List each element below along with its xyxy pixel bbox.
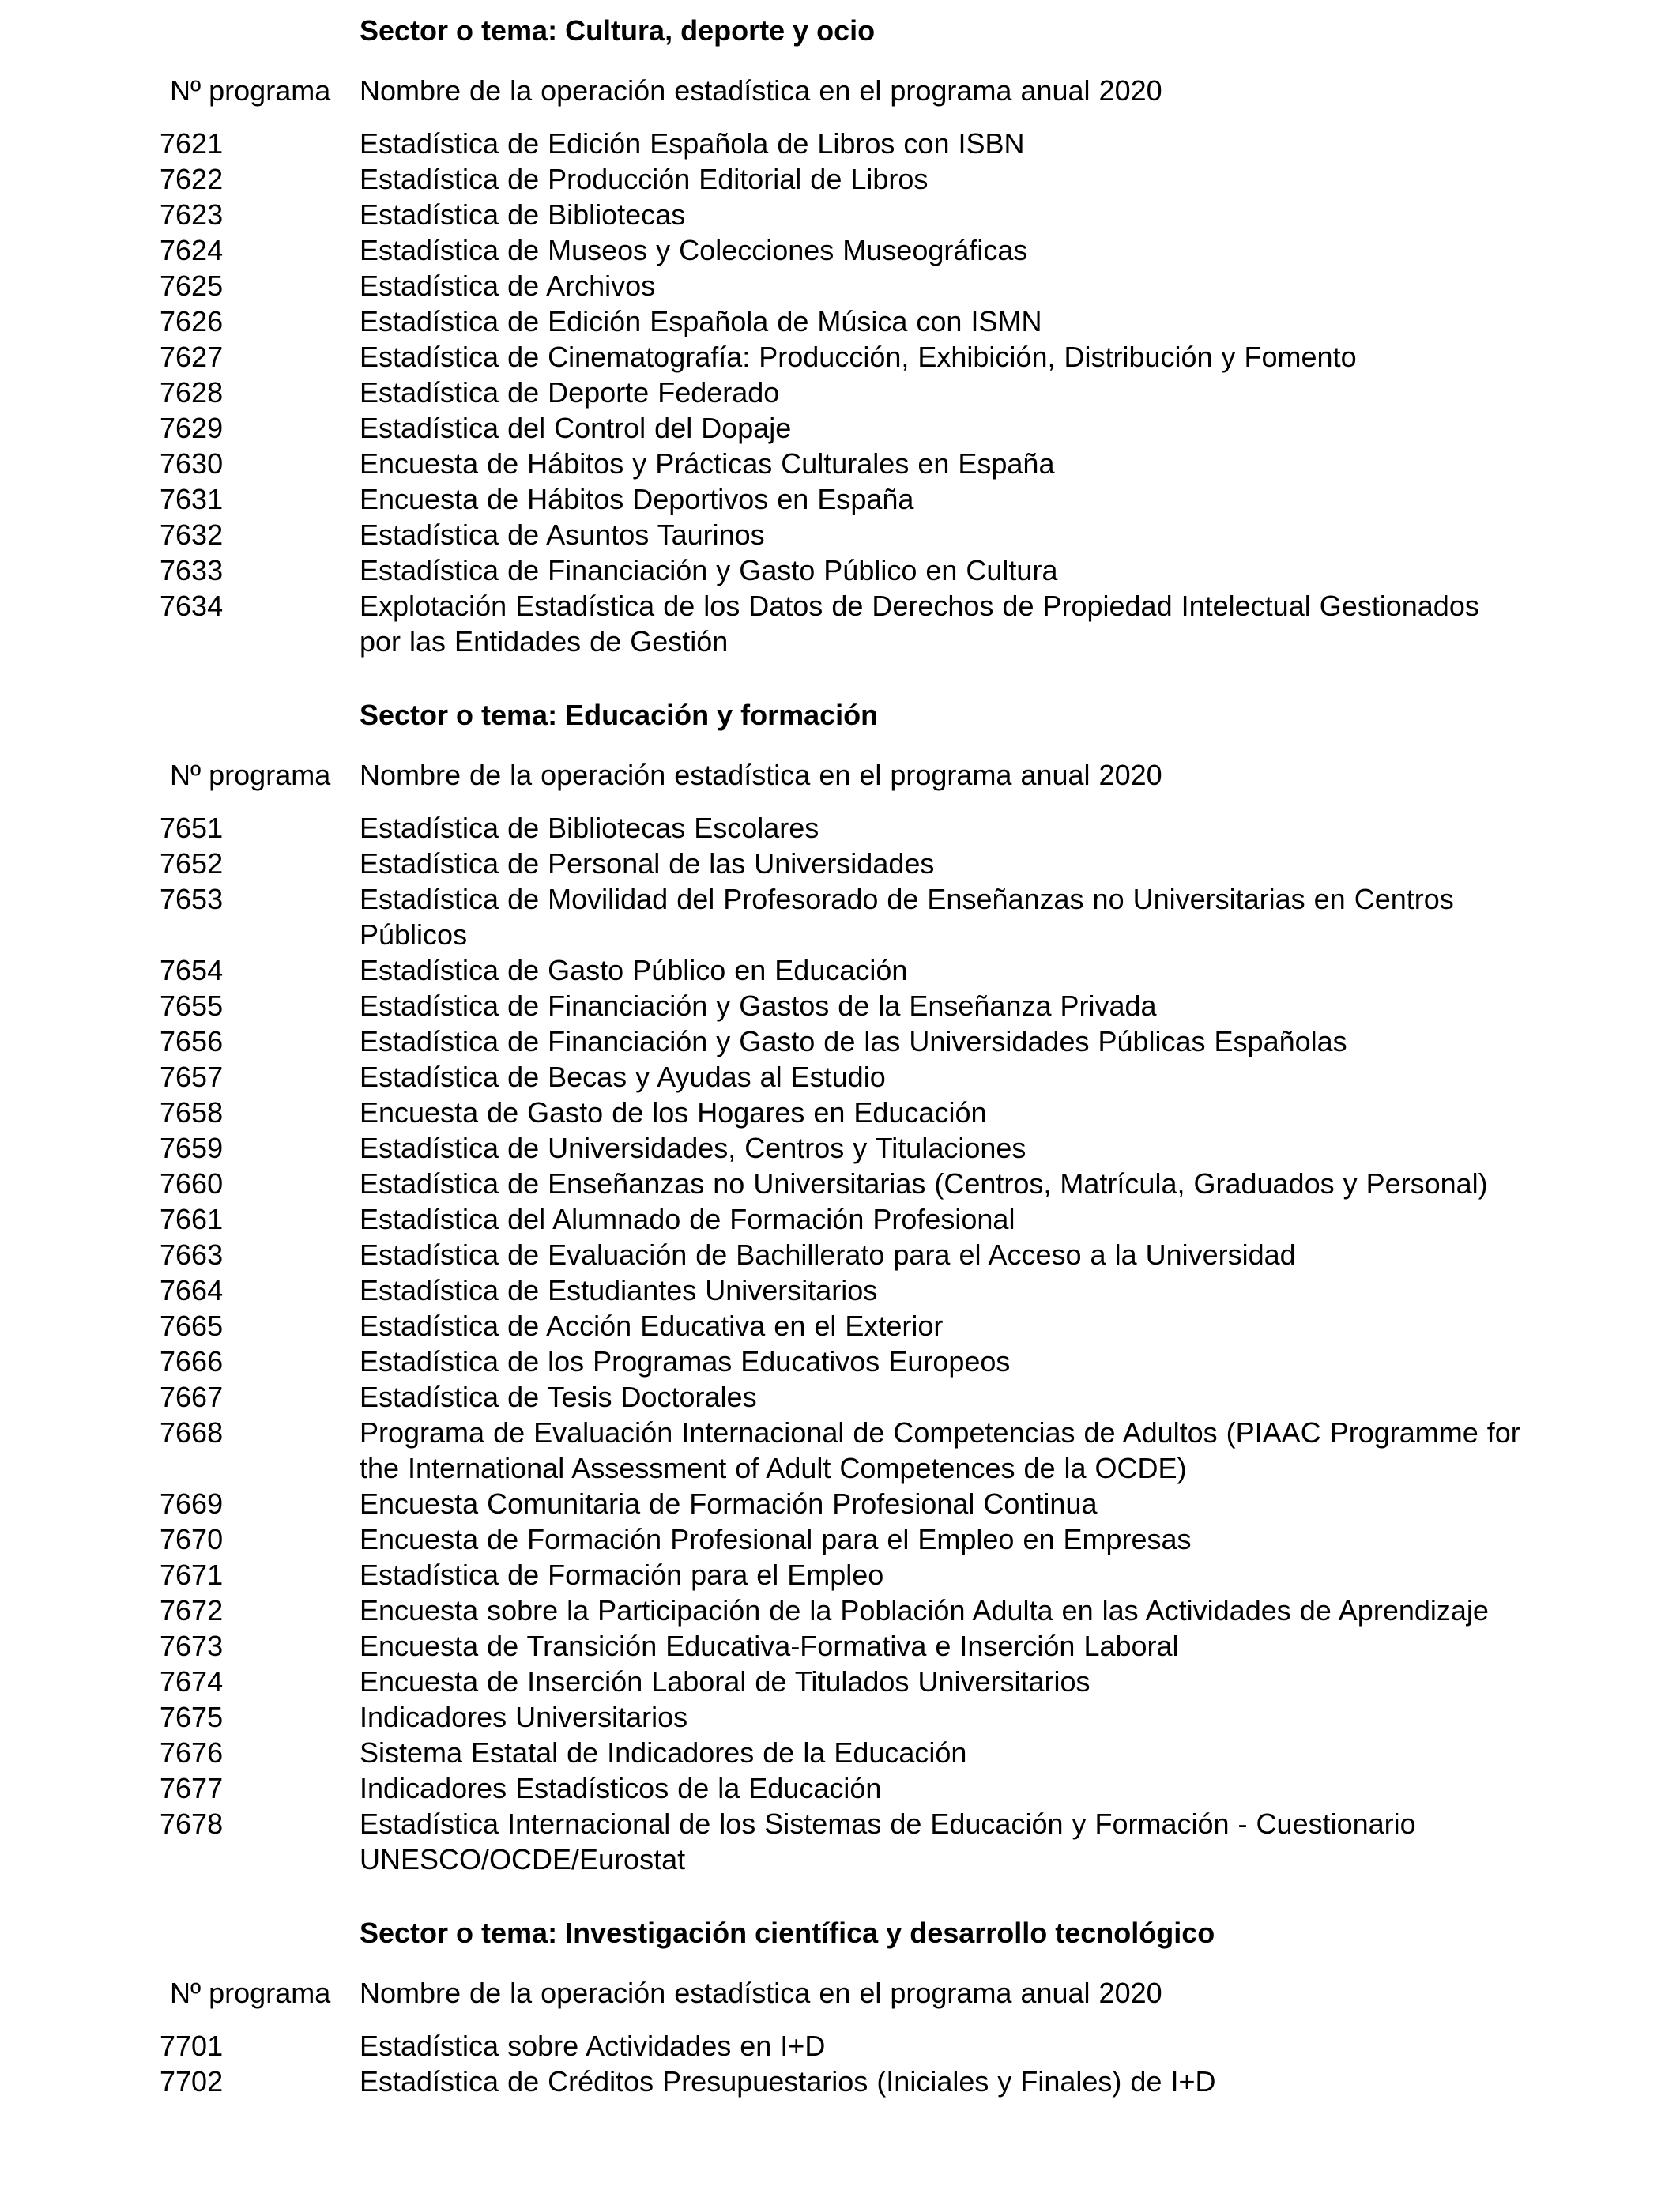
program-number: 7627 bbox=[160, 341, 224, 373]
operation-name: Estadística de Asuntos Taurinos bbox=[360, 518, 765, 551]
sector-section bbox=[160, 697, 1522, 1877]
program-number: 7663 bbox=[160, 1238, 224, 1271]
sector-title: Sector o tema: Investigación científica y desarrollo tecnológico bbox=[360, 1917, 1215, 1949]
operation-name: Encuesta de Inserción Laboral de Titulados Universitarios bbox=[360, 1665, 1090, 1698]
program-number: 7660 bbox=[160, 1167, 224, 1200]
table-row bbox=[160, 161, 1522, 197]
column-header-program-number: Nº programa bbox=[170, 74, 331, 107]
operation-name: Encuesta sobre la Participación de la Población Adulta en las Actividades de Aprendizaje bbox=[360, 1594, 1489, 1627]
program-number: 7673 bbox=[160, 1630, 224, 1662]
table-row bbox=[160, 988, 1522, 1023]
table-row bbox=[160, 1344, 1522, 1379]
operation-name: Estadística sobre Actividades en I+D bbox=[360, 2030, 826, 2062]
program-number: 7622 bbox=[160, 163, 224, 195]
sector-section bbox=[160, 1915, 1522, 2099]
operation-name: Estadística de Edición Española de Libros con ISBN bbox=[360, 127, 1025, 160]
table-row bbox=[160, 1059, 1522, 1095]
program-number: 7625 bbox=[160, 270, 224, 302]
operation-name: Estadística de Universidades, Centros y Titulaciones bbox=[360, 1132, 1026, 1164]
table-row bbox=[160, 552, 1522, 588]
program-number: 7702 bbox=[160, 2065, 224, 2098]
program-number: 7668 bbox=[160, 1416, 224, 1449]
program-number: 7653 bbox=[160, 883, 224, 915]
table-row bbox=[160, 952, 1522, 988]
table-row bbox=[160, 1628, 1522, 1664]
operation-name: Estadística Internacional de los Sistemas de Educación y Formación - Cuestionario UNESCO/OCDE/Eurostat bbox=[360, 1808, 1416, 1875]
sector-section bbox=[160, 13, 1522, 659]
table-row bbox=[160, 1664, 1522, 1699]
table-row bbox=[160, 588, 1522, 659]
operation-name: Estadística de Movilidad del Profesorado de Enseñanzas no Universitarias en Centros Públicos bbox=[360, 883, 1454, 951]
program-number: 7667 bbox=[160, 1381, 224, 1413]
table-row bbox=[160, 1735, 1522, 1770]
operation-name: Estadística de Archivos bbox=[360, 270, 656, 302]
column-header-operation-name: Nombre de la operación estadística en el programa anual 2020 bbox=[360, 759, 1162, 791]
sector-title: Sector o tema: Educación y formación bbox=[360, 699, 879, 731]
program-number: 7676 bbox=[160, 1736, 224, 1769]
table-row bbox=[160, 1415, 1522, 1486]
table-row bbox=[160, 1770, 1522, 1806]
table-row bbox=[160, 1308, 1522, 1344]
operation-name: Estadística de Becas y Ayudas al Estudio bbox=[360, 1061, 886, 1093]
table-row bbox=[160, 1095, 1522, 1130]
operation-name: Encuesta de Formación Profesional para el Empleo en Empresas bbox=[360, 1523, 1192, 1555]
table-row bbox=[160, 446, 1522, 481]
program-number: 7628 bbox=[160, 376, 224, 409]
operation-name: Sistema Estatal de Indicadores de la Educación bbox=[360, 1736, 967, 1769]
operation-name: Estadística de Tesis Doctorales bbox=[360, 1381, 757, 1413]
table-row bbox=[160, 1237, 1522, 1272]
program-number: 7665 bbox=[160, 1310, 224, 1342]
program-number: 7656 bbox=[160, 1025, 224, 1057]
table-row bbox=[160, 1521, 1522, 1557]
operation-name: Encuesta Comunitaria de Formación Profesional Continua bbox=[360, 1487, 1098, 1520]
table-row bbox=[160, 339, 1522, 375]
table-row bbox=[160, 1593, 1522, 1628]
program-number: 7629 bbox=[160, 412, 224, 444]
program-number: 7634 bbox=[160, 590, 224, 622]
operation-name: Indicadores Universitarios bbox=[360, 1701, 688, 1733]
program-number: 7633 bbox=[160, 554, 224, 586]
program-number: 7631 bbox=[160, 483, 224, 515]
table-row bbox=[160, 1806, 1522, 1877]
program-number: 7626 bbox=[160, 305, 224, 337]
table-row bbox=[160, 232, 1522, 268]
program-number: 7652 bbox=[160, 847, 224, 880]
operation-name: Explotación Estadística de los Datos de Derechos de Propiedad Intelectual Gestionados por las Entidades de Gestión bbox=[360, 590, 1479, 658]
program-number: 7632 bbox=[160, 518, 224, 551]
program-number: 7664 bbox=[160, 1274, 224, 1306]
table-row bbox=[160, 881, 1522, 952]
table-row bbox=[160, 375, 1522, 410]
operation-name: Estadística de Financiación y Gasto de las Universidades Públicas Españolas bbox=[360, 1025, 1347, 1057]
operation-name: Estadística de Personal de las Universidades bbox=[360, 847, 935, 880]
table-row bbox=[160, 126, 1522, 161]
table-row bbox=[160, 268, 1522, 303]
sector-title: Sector o tema: Cultura, deporte y ocio bbox=[360, 14, 876, 47]
operation-name: Estadística de Financiación y Gastos de la Enseñanza Privada bbox=[360, 990, 1157, 1022]
operation-name: Encuesta de Transición Educativa-Formativa e Inserción Laboral bbox=[360, 1630, 1179, 1662]
program-number: 7655 bbox=[160, 990, 224, 1022]
column-header-program-number: Nº programa bbox=[170, 1977, 331, 2009]
operation-name: Estadística de Deporte Federado bbox=[360, 376, 780, 409]
program-number: 7678 bbox=[160, 1808, 224, 1840]
program-number: 7657 bbox=[160, 1061, 224, 1093]
program-number: 7659 bbox=[160, 1132, 224, 1164]
program-number: 7701 bbox=[160, 2030, 224, 2062]
program-number: 7672 bbox=[160, 1594, 224, 1627]
program-number: 7624 bbox=[160, 234, 224, 266]
table-body bbox=[160, 2028, 1522, 2099]
table-row bbox=[160, 517, 1522, 552]
table-row bbox=[160, 1130, 1522, 1166]
column-header-program-number: Nº programa bbox=[170, 759, 331, 791]
operation-name: Estadística de Formación para el Empleo bbox=[360, 1559, 884, 1591]
program-number: 7669 bbox=[160, 1487, 224, 1520]
operation-name: Estadística de los Programas Educativos Europeos bbox=[360, 1345, 1011, 1378]
table-row bbox=[160, 1699, 1522, 1735]
program-number: 7666 bbox=[160, 1345, 224, 1378]
table-row bbox=[160, 846, 1522, 881]
operation-name: Indicadores Estadísticos de la Educación bbox=[360, 1772, 882, 1804]
operation-name: Estadística de Bibliotecas bbox=[360, 198, 686, 231]
operation-name: Estadística de Producción Editorial de Libros bbox=[360, 163, 929, 195]
table-row bbox=[160, 1557, 1522, 1593]
program-number: 7658 bbox=[160, 1096, 224, 1129]
table-row bbox=[160, 1166, 1522, 1201]
program-number: 7671 bbox=[160, 1559, 224, 1591]
table-header bbox=[160, 73, 1522, 108]
program-number: 7623 bbox=[160, 198, 224, 231]
operation-name: Estadística de Enseñanzas no Universitarias (Centros, Matrícula, Graduados y Personal) bbox=[360, 1167, 1488, 1200]
table-body bbox=[160, 126, 1522, 659]
table-body bbox=[160, 810, 1522, 1877]
table-row bbox=[160, 1486, 1522, 1521]
column-header-operation-name: Nombre de la operación estadística en el programa anual 2020 bbox=[360, 74, 1162, 107]
table-row bbox=[160, 2064, 1522, 2099]
operation-name: Encuesta de Gasto de los Hogares en Educación bbox=[360, 1096, 987, 1129]
program-number: 7651 bbox=[160, 812, 224, 844]
operation-name: Programa de Evaluación Internacional de Competencias de Adultos (PIAAC Programme for the International Assessment of Adult Competences de la OCDE) bbox=[360, 1416, 1520, 1484]
table-row bbox=[160, 303, 1522, 339]
operation-name: Encuesta de Hábitos Deportivos en España bbox=[360, 483, 914, 515]
operation-name: Estadística de Cinematografía: Producción, Exhibición, Distribución y Fomento bbox=[360, 341, 1357, 373]
operation-name: Estadística de Evaluación de Bachillerato para el Acceso a la Universidad bbox=[360, 1238, 1296, 1271]
program-number: 7674 bbox=[160, 1665, 224, 1698]
operation-name: Encuesta de Hábitos y Prácticas Culturales en España bbox=[360, 447, 1055, 480]
operation-name: Estadística de Financiación y Gasto Público en Cultura bbox=[360, 554, 1058, 586]
program-number: 7670 bbox=[160, 1523, 224, 1555]
operation-name: Estadística de Edición Española de Música con ISMN bbox=[360, 305, 1042, 337]
table-row bbox=[160, 197, 1522, 232]
program-number: 7621 bbox=[160, 127, 224, 160]
table-row bbox=[160, 1201, 1522, 1237]
program-number: 7675 bbox=[160, 1701, 224, 1733]
table-header bbox=[160, 757, 1522, 793]
table-row bbox=[160, 481, 1522, 517]
program-number: 7677 bbox=[160, 1772, 224, 1804]
program-number: 7661 bbox=[160, 1203, 224, 1235]
column-header-operation-name: Nombre de la operación estadística en el programa anual 2020 bbox=[360, 1977, 1162, 2009]
program-number: 7630 bbox=[160, 447, 224, 480]
operation-name: Estadística del Alumnado de Formación Profesional bbox=[360, 1203, 1015, 1235]
table-row bbox=[160, 1023, 1522, 1059]
operation-name: Estadística de Museos y Colecciones Museográficas bbox=[360, 234, 1028, 266]
operation-name: Estadística del Control del Dopaje bbox=[360, 412, 792, 444]
table-row bbox=[160, 810, 1522, 846]
table-row bbox=[160, 1379, 1522, 1415]
table-row bbox=[160, 2028, 1522, 2064]
operation-name: Estadística de Gasto Público en Educación bbox=[360, 954, 908, 986]
operation-name: Estadística de Estudiantes Universitarios bbox=[360, 1274, 878, 1306]
operation-name: Estadística de Bibliotecas Escolares bbox=[360, 812, 819, 844]
table-row bbox=[160, 1272, 1522, 1308]
program-number: 7654 bbox=[160, 954, 224, 986]
table-header bbox=[160, 1975, 1522, 2011]
table-row bbox=[160, 410, 1522, 446]
operation-name: Estadística de Acción Educativa en el Exterior bbox=[360, 1310, 944, 1342]
operation-name: Estadística de Créditos Presupuestarios (Iniciales y Finales) de I+D bbox=[360, 2065, 1216, 2098]
